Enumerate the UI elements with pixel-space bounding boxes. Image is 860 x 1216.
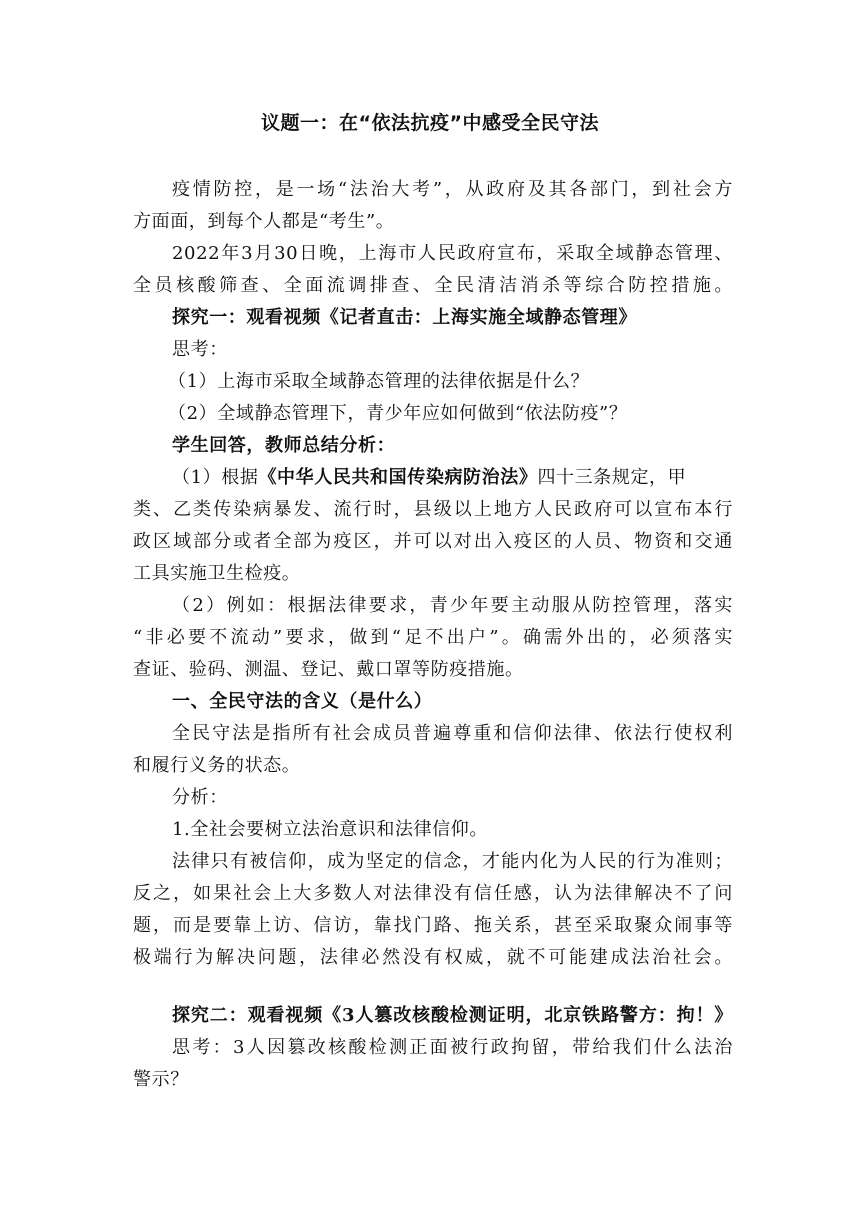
text-run: 四十三条规定，甲 bbox=[537, 467, 687, 488]
paragraph-line: 全民守法是指所有社会成员普遍尊重和信仰法律、依法行使权利 bbox=[172, 723, 733, 744]
law-title: 《中华人民共和国传染病防治法》 bbox=[258, 467, 538, 488]
paragraph-line: 全员核酸筛查、全面流调排查、全民清洁消杀等综合防控措施。 bbox=[133, 275, 733, 296]
question-item: （1）上海市采取全域静态管理的法律依据是什么？ bbox=[168, 371, 590, 392]
paragraph-line: “非必要不流动”要求，做到“足不出户”。确需外出的，必须落实 bbox=[133, 627, 733, 648]
paragraph-line: 警示？ bbox=[133, 1069, 189, 1090]
paragraph-line: 方面面，到每个人都是“考生”。 bbox=[133, 211, 395, 232]
paragraph-line: 类、乙类传染病暴发、流行时，县级以上地方人民政府可以宣布本行 bbox=[133, 499, 733, 520]
paragraph-line: 法律只有被信仰，成为坚定的信念，才能内化为人民的行为准则； bbox=[172, 851, 733, 872]
inquiry-heading: 探究二：观看视频《3人篡改核酸检测证明，北京铁路警方：拘！》 bbox=[172, 1005, 733, 1026]
paragraph-line: 政区域部分或者全部为疫区，并可以对出入疫区的人员、物资和交通 bbox=[133, 531, 733, 552]
text-run: （1）根据 bbox=[172, 467, 259, 488]
paragraph-line: 反之，如果社会上大多数人对法律没有信任感，认为法律解决不了问 bbox=[133, 883, 733, 904]
paragraph-line: 和履行义务的状态。 bbox=[133, 755, 301, 776]
inquiry-heading: 探究一：观看视频《记者直击：上海实施全域静态管理》 bbox=[172, 307, 637, 328]
page-title: 议题一：在“依法抗疫”中感受全民守法 bbox=[261, 112, 599, 134]
paragraph-line: 思考：3人因篡改核酸检测正面被行政拘留，带给我们什么法治 bbox=[172, 1037, 733, 1058]
paragraph-line: 工具实施卫生检疫。 bbox=[133, 563, 301, 584]
paragraph-line: 极端行为解决问题，法律必然没有权威，就不可能建成法治社会。 bbox=[133, 947, 733, 968]
paragraph-line: 思考： bbox=[172, 339, 228, 360]
answer-heading: 学生回答，教师总结分析： bbox=[172, 435, 396, 456]
paragraph-line: 题，而是要靠上访、信访，靠找门路、拖关系，甚至采取聚众闹事等 bbox=[133, 915, 733, 936]
subsection-heading: 1.全社会要树立法治意识和法律信仰。 bbox=[172, 819, 488, 840]
paragraph-line: （2）例如：根据法律要求，青少年要主动服从防控管理，落实 bbox=[172, 595, 733, 616]
paragraph-line: 分析： bbox=[172, 787, 228, 808]
paragraph-line: 疫情防控，是一场“法治大考”，从政府及其各部门，到社会方 bbox=[172, 179, 733, 200]
paragraph-line: 2022年3月30日晚，上海市人民政府宣布，采取全域静态管理、 bbox=[172, 243, 733, 264]
paragraph-line: 查证、验码、测温、登记、戴口罩等防疫措施。 bbox=[133, 659, 524, 680]
section-heading: 一、全民守法的含义（是什么） bbox=[172, 691, 433, 712]
question-item: （2）全域静态管理下，青少年应如何做到“依法防疫”？ bbox=[168, 403, 628, 424]
paragraph-line bbox=[172, 462, 733, 494]
